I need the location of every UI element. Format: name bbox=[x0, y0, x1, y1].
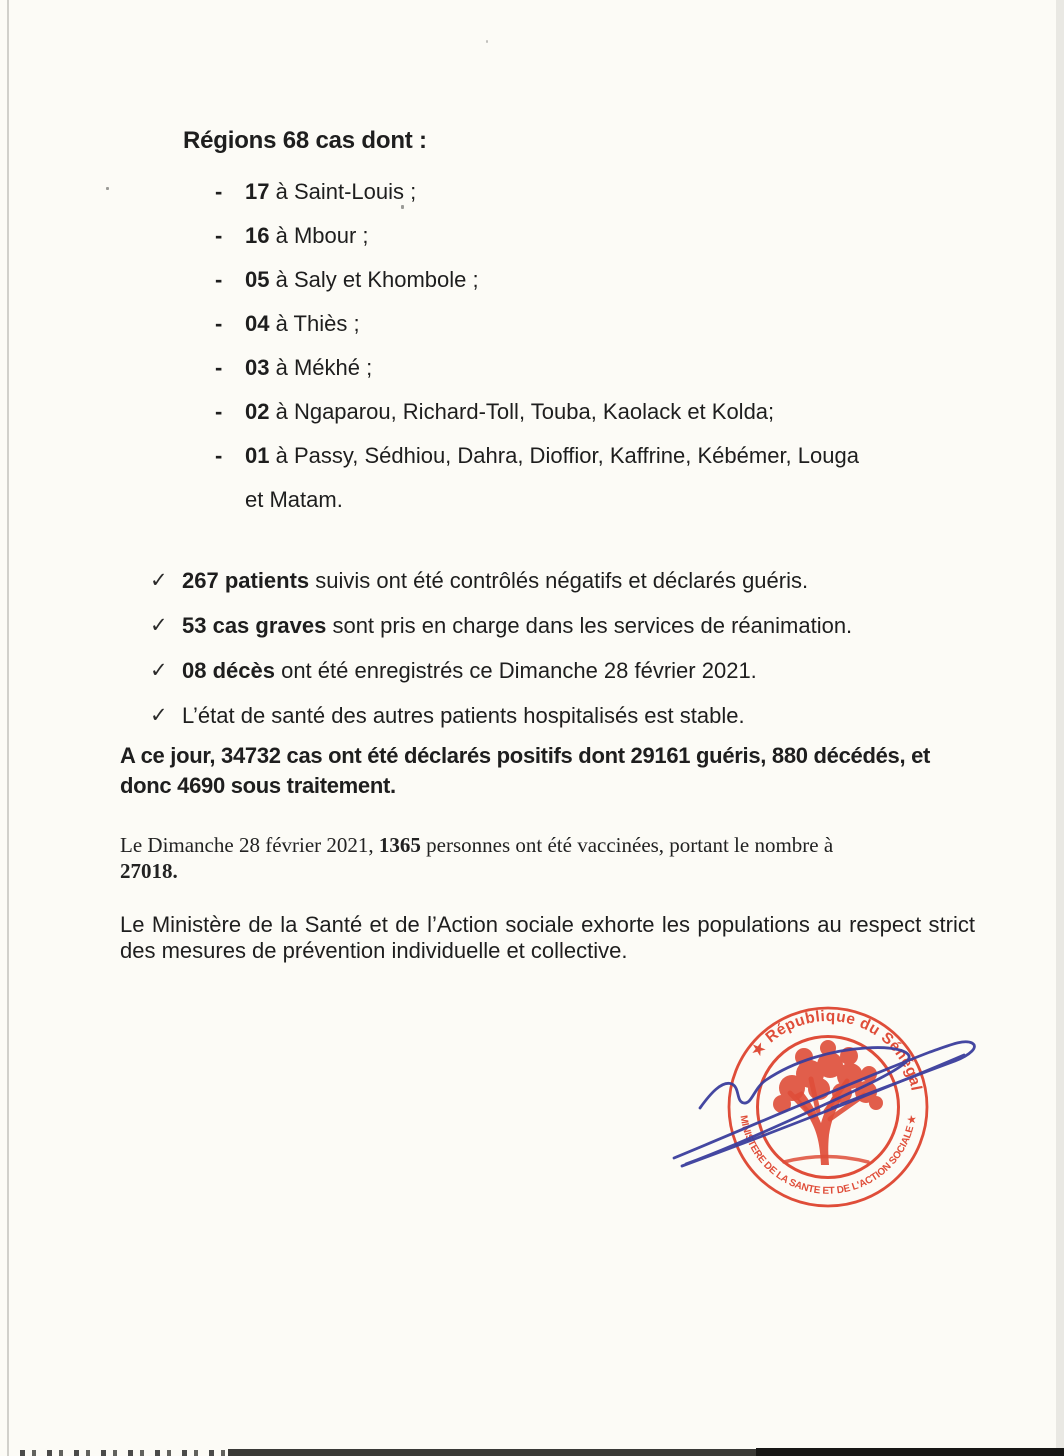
region-count: 03 bbox=[245, 355, 270, 380]
region-item-text: 05 à Saly et Khombole ; bbox=[245, 267, 479, 292]
check-item bbox=[150, 603, 1030, 648]
check-item bbox=[150, 693, 1030, 738]
region-item bbox=[215, 170, 880, 214]
check-item-text: L’état de santé des autres patients hospitalisés est stable. bbox=[182, 703, 745, 728]
region-item bbox=[215, 390, 880, 434]
ministry-exhortation-paragraph: Le Ministère de la Santé et de l’Action sociale exhorte les populations au respect strict des mesures de prévention individuelle et collective. bbox=[120, 912, 975, 963]
dash-bullet-icon: - bbox=[215, 179, 223, 204]
dash-bullet-icon: - bbox=[215, 311, 223, 336]
region-count: 04 bbox=[245, 311, 270, 336]
page-right-edge bbox=[1056, 0, 1064, 1456]
signature bbox=[652, 1008, 987, 1173]
check-icon: ✓ bbox=[150, 569, 168, 592]
region-item-text: 17 à Saint-Louis ; bbox=[245, 179, 417, 204]
region-item bbox=[215, 214, 880, 258]
region-count: 17 bbox=[245, 179, 270, 204]
scan-speck bbox=[401, 205, 404, 209]
dash-bullet-icon: - bbox=[215, 267, 223, 292]
check-icon: ✓ bbox=[150, 659, 168, 682]
scan-artifact-glyph-fragments bbox=[20, 1450, 225, 1456]
region-count: 16 bbox=[245, 223, 270, 248]
vaccinated-total: 27018. bbox=[120, 859, 178, 883]
scan-artifact-bar bbox=[756, 1448, 1064, 1456]
page-left-edge bbox=[7, 0, 9, 1456]
region-list bbox=[215, 170, 880, 522]
dash-bullet-icon: - bbox=[215, 355, 223, 380]
region-item-text: 16 à Mbour ; bbox=[245, 223, 369, 248]
check-item bbox=[150, 558, 1030, 603]
scan-speck bbox=[486, 40, 488, 43]
status-checklist bbox=[150, 558, 1030, 738]
check-icon: ✓ bbox=[150, 704, 168, 727]
check-item-text: 53 cas graves sont pris en charge dans les services de réanimation. bbox=[182, 613, 853, 638]
scan-artifact-bar bbox=[228, 1449, 756, 1456]
check-item-text: 267 patients suivis ont été contrôlés négatifs et déclarés guéris. bbox=[182, 568, 809, 593]
totals-summary-paragraph: A ce jour, 34732 cas ont été déclarés positifs dont 29161 guéris, 880 décédés, et donc 4690 sous traitement. bbox=[120, 743, 931, 798]
check-item-text: 08 décès ont été enregistrés ce Dimanche 28 février 2021. bbox=[182, 658, 757, 683]
regions-heading: Régions 68 cas dont : bbox=[183, 127, 427, 154]
region-item bbox=[215, 346, 880, 390]
region-item-text: 03 à Mékhé ; bbox=[245, 355, 373, 380]
region-item bbox=[215, 434, 880, 522]
vaccinated-count: 1365 bbox=[378, 833, 421, 857]
vaccination-paragraph: Le Dimanche 28 février 2021, 1365 personnes ont été vaccinées, portant le nombre à 27018. bbox=[120, 833, 834, 883]
stamp-bottom-text: MINISTERE DE LA SANTE ET DE L'ACTION SOCIALE ★ bbox=[737, 1114, 919, 1197]
region-item bbox=[215, 258, 880, 302]
region-item-text: 01 à Passy, Sédhiou, Dahra, Dioffior, Kaffrine, Kébémer, Louga et Matam. bbox=[245, 443, 859, 512]
dash-bullet-icon: - bbox=[215, 399, 223, 424]
region-count: 05 bbox=[245, 267, 270, 292]
check-item bbox=[150, 648, 1030, 693]
dash-bullet-icon: - bbox=[215, 443, 223, 468]
region-count: 02 bbox=[245, 399, 270, 424]
check-icon: ✓ bbox=[150, 614, 168, 637]
region-item-text: 04 à Thiès ; bbox=[245, 311, 360, 336]
scan-speck bbox=[106, 187, 109, 190]
region-item bbox=[215, 302, 880, 346]
stamp-top-text: ★ République du Sénégal bbox=[747, 1007, 925, 1093]
dash-bullet-icon: - bbox=[215, 223, 223, 248]
region-count: 01 bbox=[245, 443, 270, 468]
region-item-text: 02 à Ngaparou, Richard-Toll, Touba, Kaolack et Kolda; bbox=[245, 399, 775, 424]
